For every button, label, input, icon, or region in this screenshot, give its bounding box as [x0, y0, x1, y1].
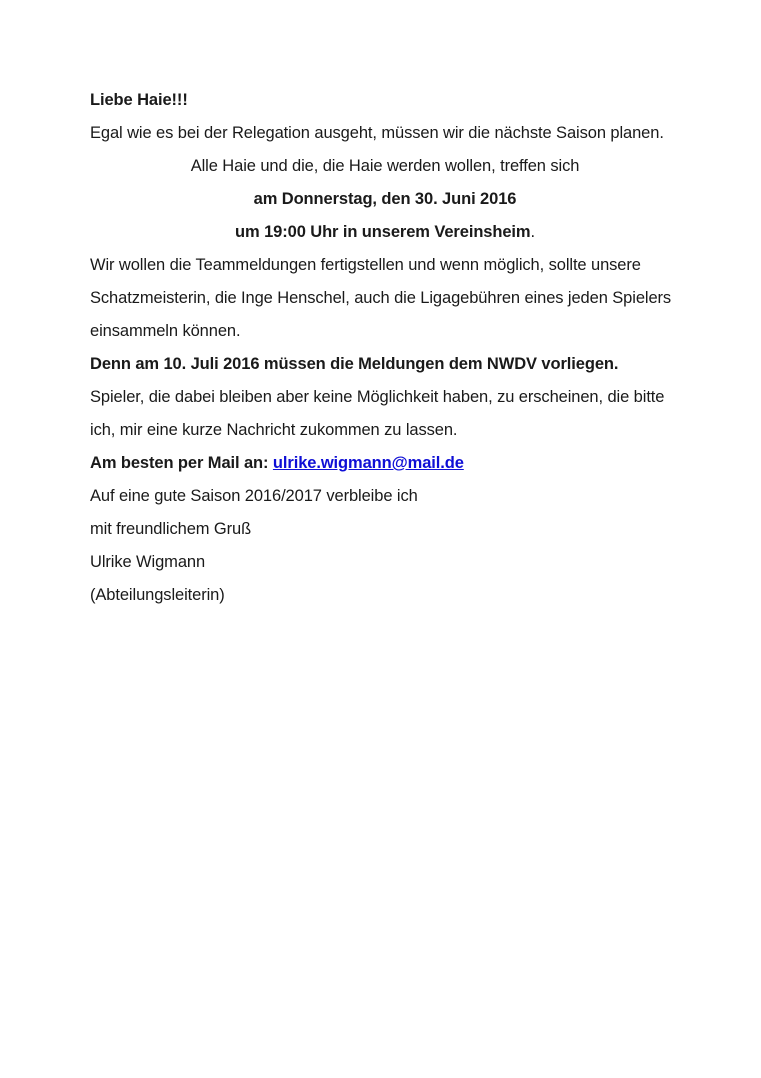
- intro-paragraph: Egal wie es bei der Relegation ausgeht, müssen wir die nächste Saison planen.: [90, 124, 664, 142]
- meeting-date-line: am Donnerstag, den 30. Juni 2016: [253, 190, 517, 208]
- deadline-line: Denn am 10. Juli 2016 müssen die Meldungen dem NWDV vorliegen.: [90, 355, 619, 373]
- email-link[interactable]: ulrike.wigmann@mail.de: [272, 454, 464, 472]
- meeting-time-line: [90, 216, 680, 249]
- signature-role: (Abteilungsleiterin): [90, 586, 225, 604]
- closing-greeting-line: mit freundlichem Gruß: [90, 520, 252, 538]
- salutation: Liebe Haie!!!: [90, 91, 188, 109]
- agenda-paragraph: Wir wollen die Teammeldungen fertigstellen und wenn möglich, sollte unsere Schatzmeisterin, die Inge Henschel, auch die Ligagebühren eines jeden Spielers einsammeln können.: [90, 256, 672, 340]
- contact-line: [90, 447, 680, 480]
- signature-name: Ulrike Wigmann: [90, 553, 206, 571]
- invitation-line: Alle Haie und die, die Haie werden wollen, treffen sich: [190, 157, 580, 175]
- absence-paragraph: Spieler, die dabei bleiben aber keine Möglichkeit haben, zu erscheinen, die bitte ich, mir eine kurze Nachricht zukommen zu lassen.: [90, 388, 665, 439]
- meeting-time-period: .: [530, 223, 535, 241]
- contact-label: Am besten per Mail an:: [90, 454, 273, 472]
- closing-wish-line: Auf eine gute Saison 2016/2017 verbleibe ich: [90, 487, 418, 505]
- meeting-time-text: um 19:00 Uhr in unserem Vereinsheim: [235, 223, 531, 241]
